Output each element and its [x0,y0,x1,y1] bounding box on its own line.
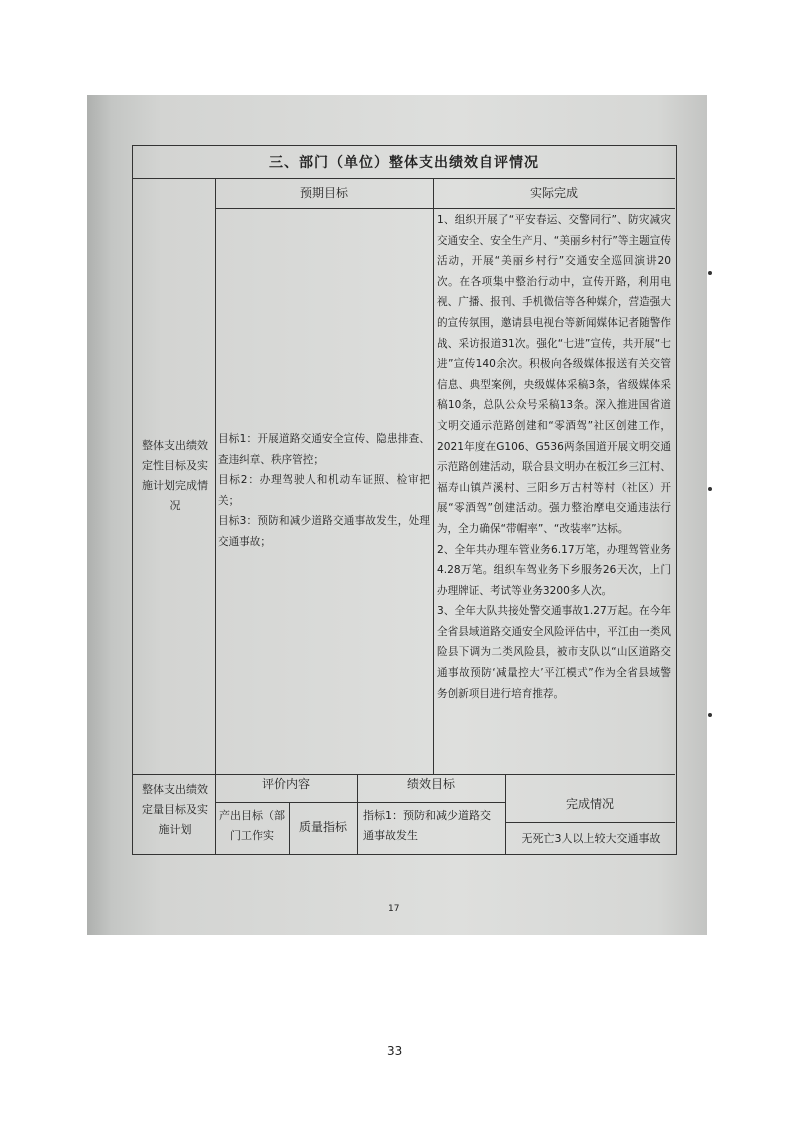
binder-dot [708,713,712,717]
performance-target-header: 绩效目标 [406,777,455,791]
quantitative-label: 整体支出绩效定量目标及实施计划 [142,783,208,836]
quality-indicator-label: 质量指标 [298,820,347,834]
table-title: 三、部门（单位）整体支出绩效自评情况 [269,155,539,171]
page-number: 33 [387,1044,403,1058]
completion-1-text: 无死亡3人以上较大交通事故 [521,832,661,845]
expected-target-header: 预期目标 [299,186,348,200]
qualitative-label: 整体支出绩效定性目标及实施计划完成情况 [142,439,208,512]
eval-content-header: 评价内容 [261,777,310,791]
inner-page-number: 17 [388,904,400,914]
performance-table [132,145,677,855]
output-target-label: 产出目标（部门工作实 [219,809,285,842]
indicator-1-text: 指标1：预防和减少道路交通事故发生 [363,809,491,842]
binder-dot [708,487,712,491]
binder-dot [708,271,712,275]
actual-completion-header: 实际完成 [529,186,578,200]
actual-completion-text: 1、组织开展了“平安春运、交警同行”、防灾减灾交通安全、安全生产月、“美丽乡村行”等主题宣传活动，开展“美丽乡村行”交通安全巡回演讲20次。在各项集中整治行动中，宣传开路，利用电视、广播、报刊、手机微信等各种媒介，营造强大的宣传氛围，邀请县电视台等新闻媒体记者随警作战、采访报道31次。强化“七进”宣传，共开展“七进”宣传140余次。积极向各级媒体报送有关交管信息、典型案例，央级媒体采稿3条，省级媒体采稿10条，总队公众号采稿13条。深入推进国省道文明交通示范路创建和“零酒驾”社区创建工作，2021年度在G106、G536两条国道开展文明交通示范路创建活动，联合县文明办在板江乡三江村、福寿山镇芦溪村、三阳乡万古村等村（社区）开展“零酒驾”创建活动。强力整治摩电交通违法行为，全力确保“带帽率”、“改装率”达标。 2、全年共办理车管业务6.17万笔，办理驾管业务4.28万笔。组织车驾业务下乡服务26天次，上门办理牌证、考试等业务3200多人次。 3、全年大队共接处警交通事故1.27万起。在今年全省县域道路交通安全风险评估中，平江由一类风险县下调为二类风险县，被市支队以“山区道路交通事故预防‘减量控大’平江模式”作为全省县域警务创新项目进行培育推荐。 [437,214,671,700]
expected-target-text: 目标1：开展道路交通安全宣传、隐患排查、查违纠章、秩序管控； 目标2：办理驾驶人和机动车证照、检审把关； 目标3：预防和减少道路交通事故发生，处理交通事故； [218,433,430,548]
completion-status-header: 完成情况 [565,797,614,811]
